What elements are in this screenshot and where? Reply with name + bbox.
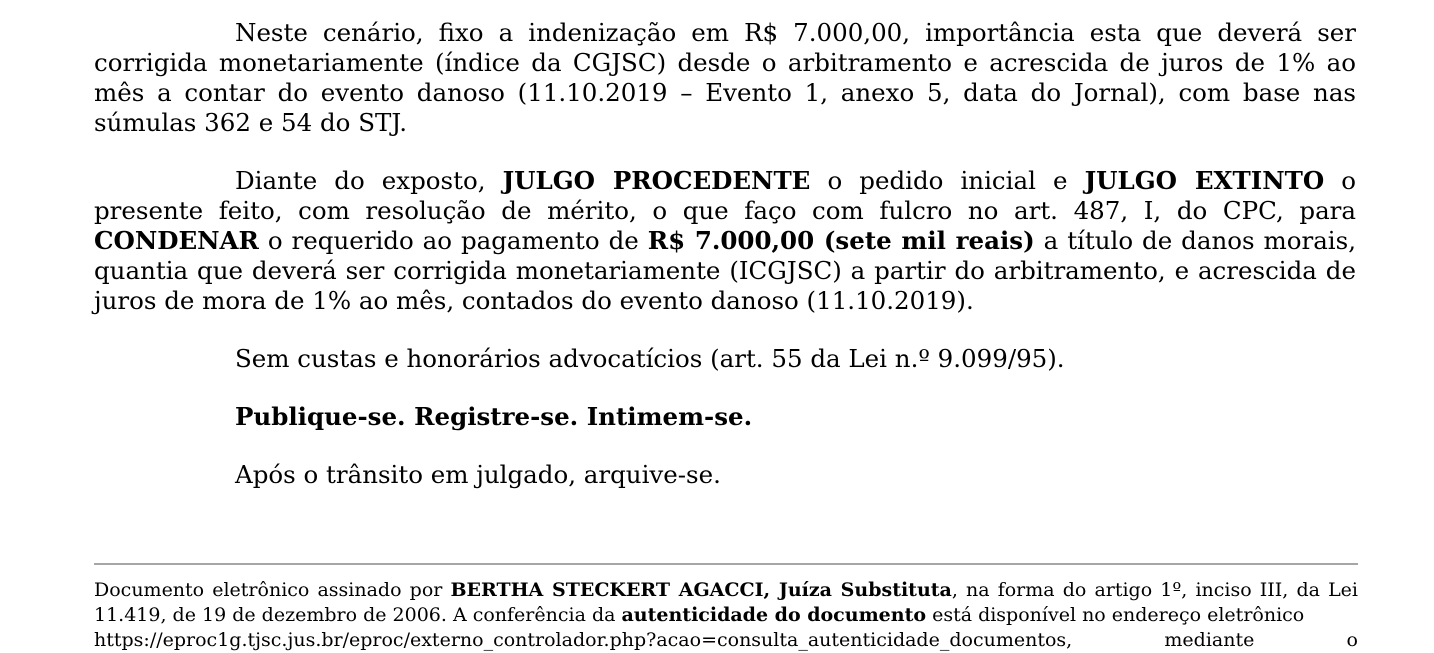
- judgment-text-3: o presente feito, com resolução de mérito, o que faço com fulcro no art. 487, I, do CPC, para: [94, 166, 1357, 225]
- footer-text-1: Documento eletrônico assinado por: [94, 579, 451, 601]
- footer-text-3: está disponível no endereço eletrônico: [926, 604, 1305, 626]
- paragraph-indemnity: Neste cenário, fixo a indenização em R$ 7.000,00, importância esta que deverá ser corrigida monetariamente (índice da CGJSC) desde o arbitramento e acrescida de juros de 1% ao mês a contar do evento danoso (11.10.2019 – Evento 1, anexo 5, data do Jornal), com base nas súmulas 362 e 54 do STJ.: [94, 18, 1356, 137]
- footer-url-line: [94, 628, 1358, 653]
- document-body: [94, 18, 1356, 490]
- judgment-bold-amount: R$ 7.000,00 (sete mil reais): [647, 226, 1035, 255]
- footer-signer: BERTHA STECKERT AGACCI, Juíza Substituta: [450, 579, 952, 601]
- paragraph-costs: Sem custas e honorários advocatícios (art. 55 da Lei n.º 9.099/95).: [235, 344, 1065, 373]
- judgment-text-4: o requerido ao pagamento de: [258, 226, 648, 255]
- judgment-bold-condenar: CONDENAR: [94, 226, 259, 255]
- judgment-text-2: o pedido inicial e: [810, 166, 1085, 195]
- paragraph-archive: Após o trânsito em julgado, arquive-se.: [235, 460, 721, 489]
- footer-text: [94, 578, 1358, 628]
- footer-word-mediante: mediante: [1164, 629, 1255, 651]
- judgment-text-5: a título de danos morais, quantia que deverá ser corrigida monetariamente (ICGJSC) a partir do arbitramento, e acrescida de juros de mora de 1% ao mês, contados do evento danoso (11.10.2019).: [94, 226, 1356, 315]
- judgment-bold-procedente: JULGO PROCEDENTE: [502, 166, 811, 195]
- paragraph-publish: [94, 402, 1356, 432]
- signature-footer: [94, 578, 1358, 653]
- judgment-text-1: Diante do exposto,: [235, 166, 503, 195]
- footer-url[interactable]: https://eproc1g.tjsc.jus.br/eproc/externo_controlador.php?acao=consulta_autenticidade_documentos,: [94, 629, 1073, 651]
- judgment-bold-extinto: JULGO EXTINTO: [1084, 166, 1325, 195]
- footer-word-o: o: [1346, 629, 1358, 651]
- footer-authenticity: autenticidade do documento: [621, 604, 927, 626]
- footer-divider: [94, 563, 1358, 565]
- footer-text-2: , na forma do artigo 1º, inciso III, da Lei 11.419, de 19 de dezembro de 2006. A conferência da: [94, 579, 1359, 626]
- publish-bold-text: Publique-se. Registre-se. Intimem-se.: [235, 402, 753, 431]
- paragraph-judgment: [94, 166, 1356, 316]
